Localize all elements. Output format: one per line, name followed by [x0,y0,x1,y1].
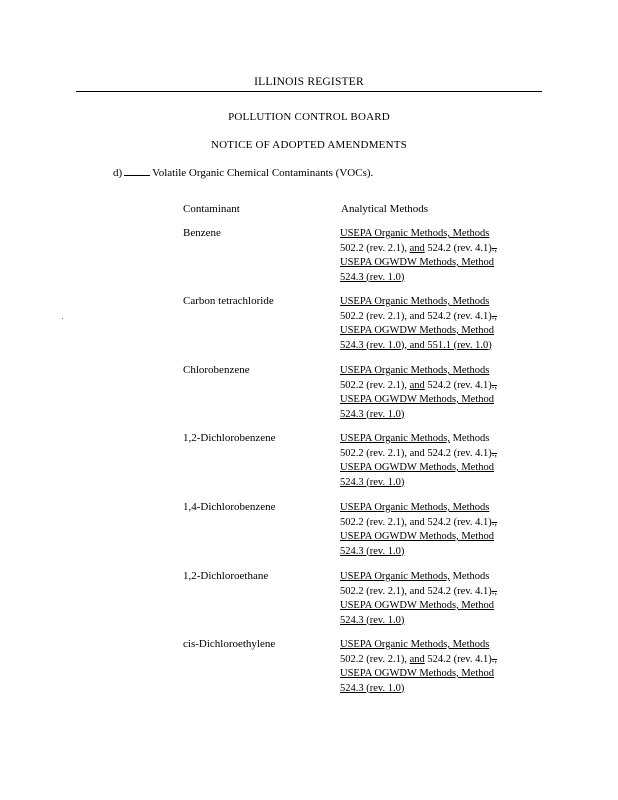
register-title: ILLINOIS REGISTER [254,76,364,88]
methods-line: ., [491,516,497,528]
methods-line: USEPA OGWDW Methods, Method [340,257,495,268]
methods-line: USEPA Organic Methods, Methods [340,365,490,376]
section-heading [113,166,373,179]
methods-line: 502.2 (rev. 2.1), and 524.2 (rev. 4.1) [340,516,492,528]
methods-line: USEPA Organic Methods, [340,571,450,582]
methods-line: 524.3 (rev. 1.0) [340,408,405,420]
methods-line: 524.2 (rev. 4.1) [424,653,492,665]
methods-line: and [409,379,425,391]
analytical-methods [340,570,540,628]
methods-line: USEPA OGWDW Methods, Method [340,600,495,611]
analytical-methods [340,227,540,285]
methods-line: 524.3 (rev. 1.0) [340,476,405,488]
header-rule [76,91,542,92]
section-blank [124,166,150,176]
methods-line: Methods [449,433,490,444]
methods-line: 524.3 (rev. 1.0) [340,545,405,557]
methods-line: USEPA OGWDW Methods, Method [340,325,495,336]
contaminant-name: Chlorobenzene [183,364,250,376]
methods-line: 502.2 (rev. 2.1), and 524.2 (rev. 4.1) [340,310,492,322]
methods-line: 524.3 (rev. 1.0) [340,271,405,283]
contaminant-name: 1,2-Dichloroethane [183,570,269,582]
contaminant-column-heading: Contaminant [183,203,240,215]
methods-line: ., [491,653,497,665]
contaminant-name: Benzene [183,227,221,239]
methods-line: USEPA Organic Methods, Methods [340,502,490,513]
methods-line: 524.2 (rev. 4.1) [424,242,492,254]
methods-line: 502.2 (rev. 2.1), [340,379,410,391]
methods-line: USEPA Organic Methods, [340,433,450,444]
section-letter: d) [113,167,123,179]
methods-line: 502.2 (rev. 2.1), [340,653,410,665]
methods-line: USEPA Organic Methods, Methods [340,639,490,650]
methods-line: 502.2 (rev. 2.1), [340,242,410,254]
methods-line: ., [491,242,497,254]
methods-line: 551.1 (rev. 1.0) [424,339,492,351]
contaminant-name: 1,4-Dichlorobenzene [183,501,276,513]
methods-line: 524.3 (rev. 1.0) [340,682,405,694]
methods-line: USEPA Organic Methods, Methods [340,228,490,239]
methods-line: 502.2 (rev. 2.1), and 524.2 (rev. 4.1) [340,585,492,597]
methods-line: USEPA OGWDW Methods, Method [340,531,495,542]
methods-line: 524.3 (rev. 1.0) [340,614,405,626]
methods-line: 524.3 (rev. 1.0), [340,339,410,351]
methods-line: and [409,339,425,351]
analytical-methods [340,501,540,559]
methods-line: USEPA OGWDW Methods, Method [340,462,495,473]
board-name: POLLUTION CONTROL BOARD [228,111,390,123]
methods-line: and [409,653,425,665]
contaminant-name: cis-Dichloroethylene [183,638,276,650]
methods-line: Methods [449,571,490,582]
analytical-methods [340,295,540,353]
analytical-methods [340,364,540,422]
methods-line: ., [491,447,497,459]
methods-line: USEPA OGWDW Methods, Method [340,394,495,405]
notice-title: NOTICE OF ADOPTED AMENDMENTS [211,139,407,151]
methods-line: ., [491,379,497,391]
methods-line: and [409,242,425,254]
methods-line: 502.2 (rev. 2.1), and 524.2 (rev. 4.1) [340,447,492,459]
methods-column-heading: Analytical Methods [341,203,429,215]
section-title: Volatile Organic Chemical Contaminants (VOCs). [152,167,374,179]
analytical-methods [340,432,540,490]
methods-line: USEPA Organic Methods, Methods [340,296,490,307]
contaminant-name: Carbon tetrachloride [183,295,274,307]
methods-line: ., [491,585,497,597]
scan-speck [62,318,63,319]
contaminant-name: 1,2-Dichlorobenzene [183,432,276,444]
methods-line: ., [491,310,497,322]
analytical-methods [340,638,540,696]
methods-line: 524.2 (rev. 4.1) [424,379,492,391]
methods-line: USEPA OGWDW Methods, Method [340,668,495,679]
